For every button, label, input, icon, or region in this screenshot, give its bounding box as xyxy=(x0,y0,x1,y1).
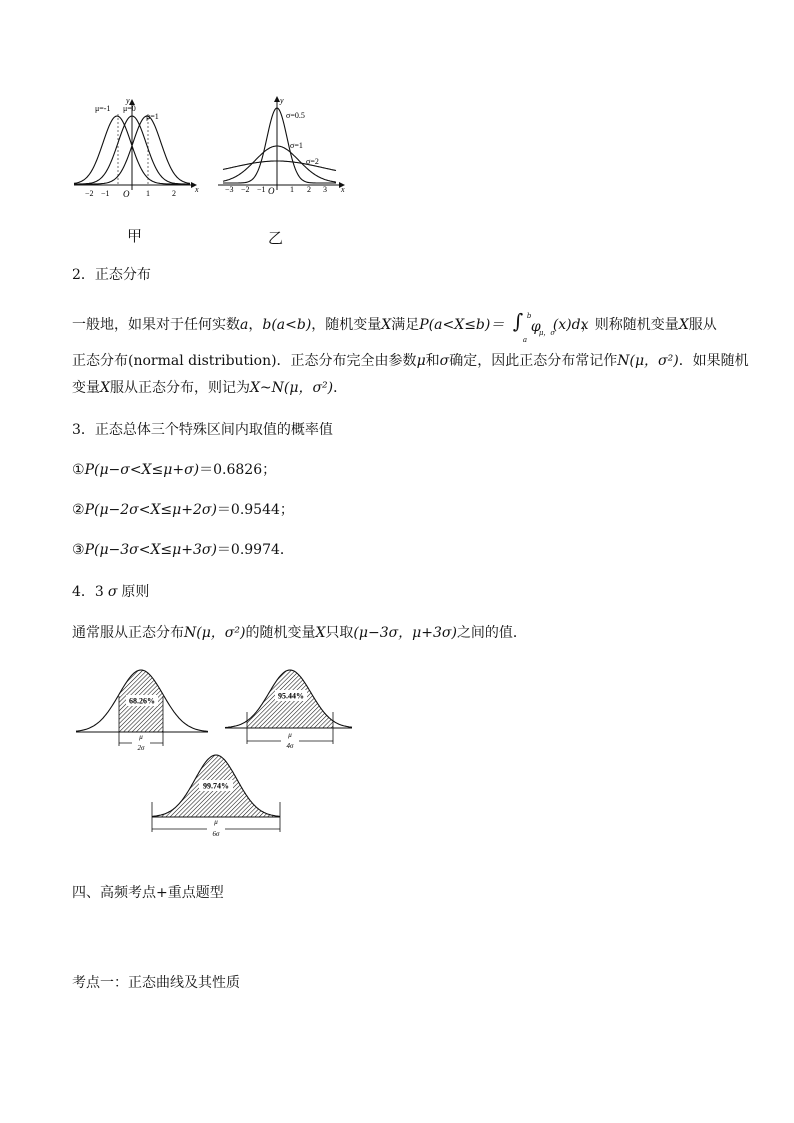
yi-tick-neg1: −1 xyxy=(257,185,266,194)
yi-y-label: y xyxy=(280,96,284,105)
section-3-heading: 3．正态总体三个特殊区间内取值的概率值 xyxy=(72,422,333,438)
jia-x-label: x xyxy=(195,185,199,194)
sigma-rule-figure xyxy=(70,662,360,842)
yi-curve-sigma-0-5 xyxy=(223,108,336,183)
jia-label-mu-0: μ=0 xyxy=(123,104,136,113)
yi-tick-1: 1 xyxy=(290,185,294,194)
figure-caption-jia: 甲 xyxy=(127,227,143,245)
bell-99-percent: 99.74% xyxy=(203,781,229,791)
figure-jia xyxy=(74,96,199,199)
section-four-heading: 四、高频考点+重点题型 xyxy=(72,885,224,901)
jia-y-label: y xyxy=(126,96,130,105)
integral-upper-limit: b xyxy=(526,312,532,320)
jia-label-mu-neg1: μ=-1 xyxy=(95,104,111,113)
jia-tick-1: 1 xyxy=(146,189,150,198)
yi-tick-neg2: −2 xyxy=(241,185,250,194)
yi-x-label: x xyxy=(341,185,345,194)
yi-label-sigma-0-5: σ=0.5 xyxy=(286,111,305,120)
figure-caption-yi: 乙 xyxy=(268,229,284,247)
point-1-heading: 考点一：正态曲线及其性质 xyxy=(72,975,240,991)
bell-95-width-label: 4σ xyxy=(286,742,294,750)
section-4-heading: 4．3 σ 原则 xyxy=(72,584,150,600)
integral-lower-limit: a xyxy=(522,336,527,344)
bell-99-mu: μ xyxy=(214,818,218,826)
section-2-paragraph-line-1: 一般地，如果对于任何实数a，b(a<b)，随机变量X满足P(a<X≤b)＝ ∫ b a φ μ，σ (x)dx ，则称随机变量X服从 xyxy=(72,316,717,334)
bell-curve-68 xyxy=(76,670,208,752)
section-4-paragraph: 通常服从正态分布N(μ，σ²)的随机变量X只取(μ−3σ，μ+3σ)之间的值． xyxy=(72,625,527,641)
probability-expression: P(a<X≤b)＝ xyxy=(419,317,505,333)
jia-origin: O xyxy=(123,189,130,199)
probability-item-1: ①P(μ−σ<X≤μ+σ)＝0.6826； xyxy=(72,462,277,478)
phi-argument: (x)dx xyxy=(552,317,589,333)
yi-label-sigma-2: σ=2 xyxy=(306,157,319,166)
phi-symbol: φ xyxy=(530,319,541,335)
jia-tick-neg1: −1 xyxy=(101,189,110,198)
bell-95-percent: 95.44% xyxy=(278,691,304,701)
bell-curve-95 xyxy=(225,670,352,750)
yi-tick-3: 3 xyxy=(323,185,327,194)
section-2-paragraph-line-3: 变量X服从正态分布，则记为X~N(μ，σ²)． xyxy=(72,380,348,396)
probability-item-3: ③P(μ−3σ<X≤μ+3σ)＝0.9974． xyxy=(72,542,294,558)
bell-68-percent: 68.26% xyxy=(129,696,155,706)
jia-tick-neg2: −2 xyxy=(85,189,94,198)
phi-subscript: μ，σ xyxy=(538,329,556,337)
yi-label-sigma-1: σ=1 xyxy=(290,141,303,150)
yi-curve-sigma-1 xyxy=(223,146,336,182)
bell-68-width-label: 2σ xyxy=(137,744,145,752)
yi-origin: O xyxy=(268,186,275,196)
yi-curve-sigma-2 xyxy=(223,161,336,171)
probability-item-2: ②P(μ−2σ<X≤μ+2σ)＝0.9544； xyxy=(72,502,294,518)
bell-99-width-label: 6σ xyxy=(212,830,220,838)
jia-tick-2: 2 xyxy=(172,189,176,198)
bell-95-mu: μ xyxy=(288,731,292,739)
figure-yi xyxy=(218,96,345,196)
yi-tick-2: 2 xyxy=(307,185,311,194)
bell-curve-99 xyxy=(152,755,280,838)
yi-tick-neg3: −3 xyxy=(225,185,234,194)
integral-sign: ∫ xyxy=(512,309,524,333)
section-2-paragraph-line-2: 正态分布(normal distribution)．正态分布完全由参数μ和σ确定，因此正态分布常记作N(μ，σ²)．如果随机 xyxy=(72,353,749,369)
section-2-heading: 2．正态分布 xyxy=(72,267,151,283)
integral-expression xyxy=(509,309,589,344)
normal-curves-figure xyxy=(68,94,353,204)
jia-label-mu-1: μ=1 xyxy=(146,112,159,121)
bell-68-mu: μ xyxy=(139,733,143,741)
